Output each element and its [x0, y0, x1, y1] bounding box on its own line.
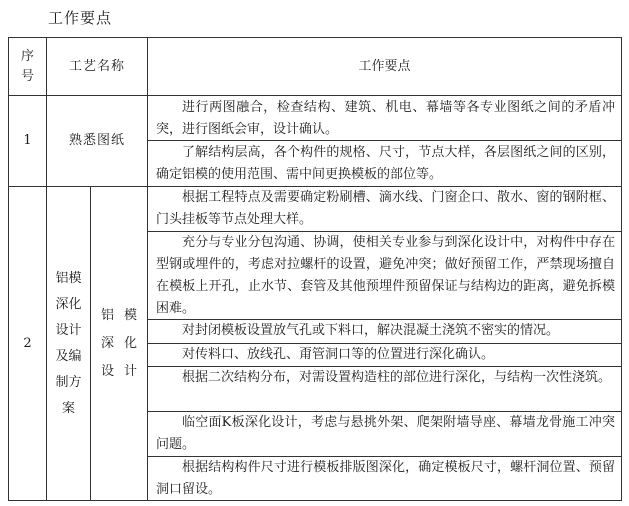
group2-item-3: 对封闭模板设置放气孔或下料口，解决混凝土浇筑不密实的情况。	[182, 323, 560, 338]
group2-item-4: 对传料口、放线孔、甭管洞口等的位置进行深化确认。	[182, 347, 495, 362]
page-title: 工作要点	[48, 9, 113, 27]
group1-item-1: 进行两图融合，检查结构、建筑、机电、幕墙等各专业图纸之间的矛盾冲突，进行图纸会审，设计确认。	[156, 100, 615, 137]
header-seq	[9, 38, 46, 95]
group2-subname	[91, 187, 147, 500]
group2-subname-line: 铝模	[101, 307, 148, 323]
group2-item-5: 根据二次结构分布，对需设置构造柱的部位进行深化，与结构一次性浇筑。	[182, 370, 612, 385]
group2-subname-line: 深化	[101, 335, 148, 351]
group2-name-line: 制方	[55, 374, 82, 390]
header-points: 工作要点	[358, 58, 411, 74]
group1-item-2: 了解结构层高，各个构件的规格、尺寸，节点大样，各层图纸之间的区别，确定铝模的使用范围、需中间更换模板的部位等。	[156, 145, 615, 182]
group1-seq: 1	[23, 133, 32, 148]
group2-name-line: 及编	[55, 348, 82, 364]
table-border-bottom	[8, 500, 622, 501]
group2-item-2: 充分与专业分包沟通、协调，使相关专业参与到深化设计中，对构件中存在型钢或埋件的，考虑对拉螺杆的设置，避免冲突；做好预留工作，严禁现场擅自在模板上开孔，止水节、套管及其他预埋件预留保证与结构边的距离，避免拆模困难。	[156, 235, 615, 316]
group2-name-line: 案	[61, 400, 75, 416]
group1-name: 熟悉图纸	[68, 133, 125, 148]
header-seq-line1: 序	[20, 48, 34, 64]
group2-item-1: 根据工程特点及需要确定粉刷槽、滴水线、门窗企口、散水、窗的钢附框、门头挂板等节点处理大样。	[156, 190, 615, 227]
group2-subname-line: 设计	[101, 363, 148, 379]
group2-name-line: 深化	[55, 296, 82, 312]
table-border-right	[621, 37, 622, 501]
header-seq-line2: 号	[20, 68, 34, 84]
group2-item-7: 根据结构构件尺寸进行模板排版图深化，确定模板尺寸，螺杆洞位置、预留洞口留设。	[156, 460, 615, 497]
group2-item-6: 临空面K板深化设计，考虑与悬挑外架、爬架附墙导座、幕墙龙骨施工冲突问题。	[156, 415, 615, 452]
group2-name-line: 铝模	[55, 270, 82, 286]
group2-name-line: 设计	[55, 322, 82, 338]
group2-seq: 2	[23, 335, 32, 351]
header-process: 工艺名称	[68, 58, 125, 74]
group2-name	[47, 187, 90, 500]
